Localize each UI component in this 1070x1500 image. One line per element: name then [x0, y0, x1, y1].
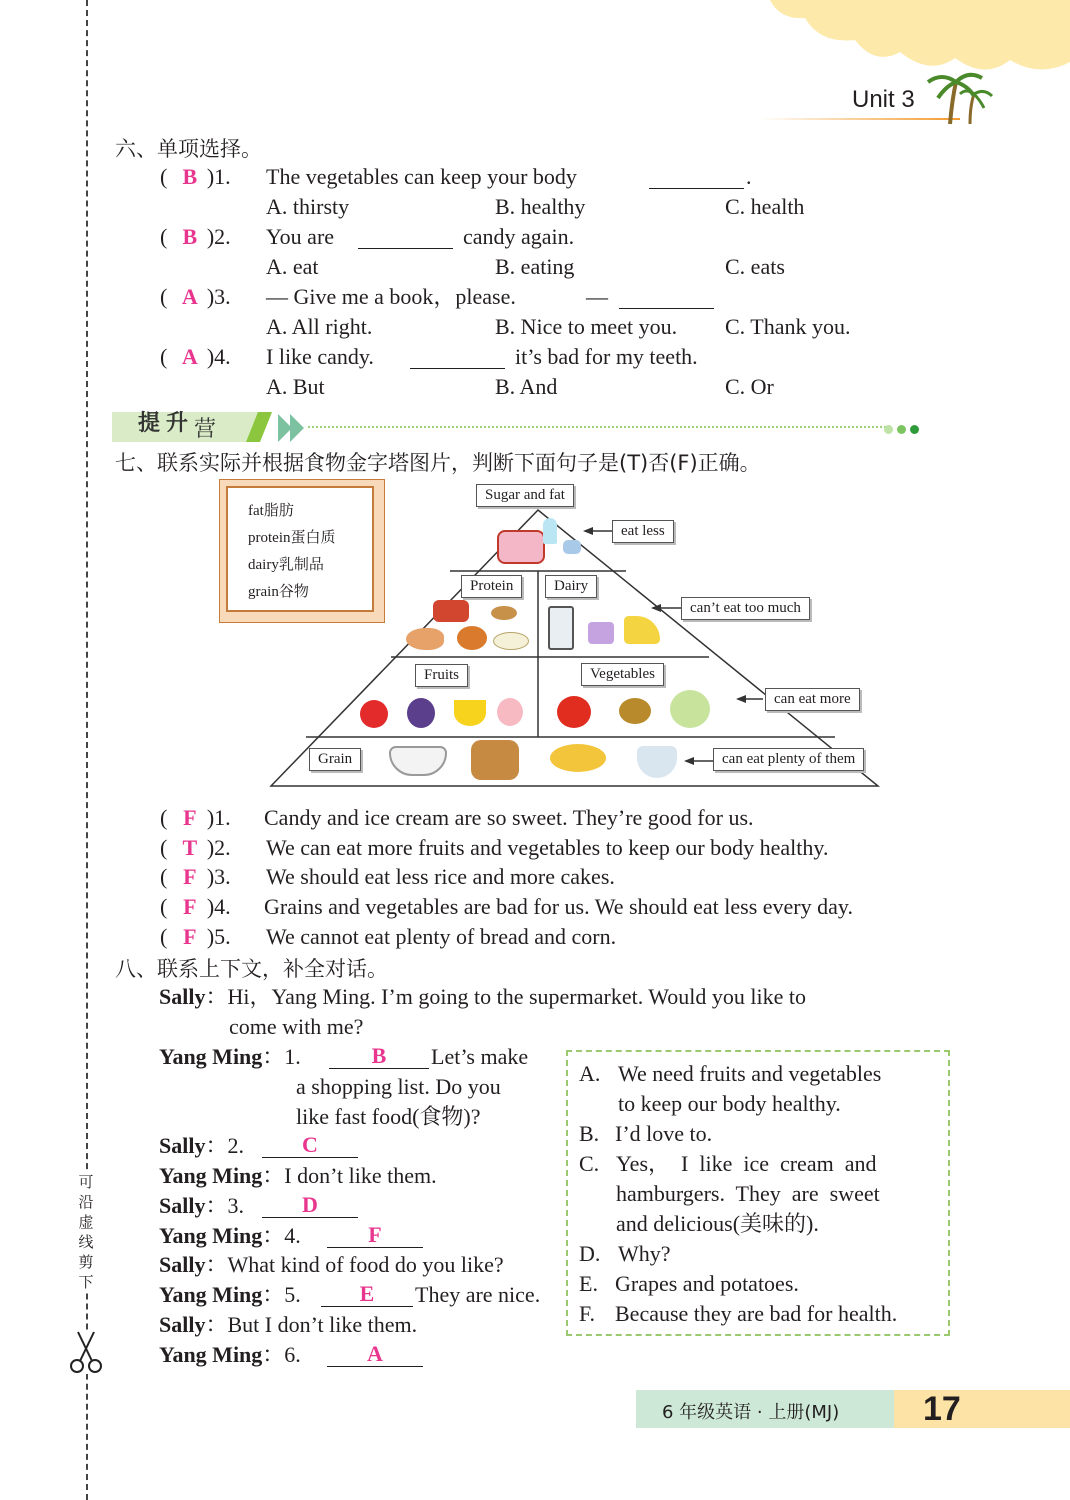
answer-blank: B	[329, 1044, 429, 1069]
option-a: A. But	[266, 374, 325, 399]
cut-text: 可 沿 虚 线 剪 下	[74, 1172, 98, 1292]
banner-char: 提	[138, 411, 167, 436]
answer-blank: E	[321, 1282, 413, 1307]
answer: A	[181, 284, 198, 309]
label-protein: Protein	[461, 575, 522, 598]
speaker: Sally	[159, 1133, 206, 1158]
note-can-eat-plenty: can eat plenty of them	[713, 748, 864, 771]
answer-blank	[358, 224, 453, 249]
cake-icon	[497, 530, 545, 564]
answer-blank	[649, 164, 744, 189]
legend-item: fat脂肪	[248, 503, 294, 519]
qnum: ：5.	[262, 1282, 301, 1307]
legend-item: dairy乳制品	[248, 557, 324, 573]
option-a: A. All right.	[266, 314, 373, 339]
candy-icon	[563, 540, 581, 554]
dialog-text: ：But I don’t like them.	[205, 1312, 418, 1337]
qnum: )5.	[206, 924, 231, 949]
speaker: Yang Ming	[159, 1044, 263, 1069]
q7-3: ( F )3. We should eat less rice and more cakes.	[160, 862, 231, 892]
nuts-icon	[491, 606, 517, 620]
q6-1-options	[266, 192, 805, 222]
option-c: C. Thank you.	[725, 314, 851, 339]
ice-cream-icon	[543, 518, 557, 544]
statement: We should eat less rice and more cakes.	[266, 864, 615, 889]
cabbage-icon	[670, 690, 710, 728]
banner-dots	[884, 421, 919, 439]
dialog-q1b: a shopping list. Do you	[296, 1074, 501, 1099]
note-cant-eat-too-much: can’t eat too much	[681, 597, 810, 620]
answer: F	[183, 864, 197, 889]
dialog-q4	[159, 1221, 382, 1251]
option-item: F. Because they are bad for health.	[579, 1301, 898, 1326]
dialog-q3	[159, 1191, 318, 1221]
dialog-q5	[159, 1280, 541, 1310]
corn-icon	[550, 744, 606, 772]
yogurt-icon	[588, 622, 614, 644]
option-item: C. Yes， I like ice cream and	[579, 1151, 877, 1176]
answer-blank	[619, 284, 714, 309]
option-item: and delicious(美味的).	[616, 1211, 819, 1236]
dialog-line-1	[159, 982, 806, 1012]
q7-1: ( F )1. Candy and ice cream are so sweet. They’re good for us.	[160, 803, 231, 833]
q6-4-options	[266, 372, 774, 402]
q6-4: ( A )4. I like candy. it’s bad for my teeth.	[160, 342, 231, 372]
label-vegetables: Vegetables	[581, 663, 664, 686]
option-item: A. We need fruits and vegetables	[579, 1061, 882, 1086]
qnum: ：3.	[205, 1193, 244, 1218]
option-item: hamburgers. They are sweet	[616, 1181, 880, 1206]
qnum: )4.	[206, 894, 231, 919]
q6-2: ( B )2. You are candy again.	[160, 222, 231, 252]
banner-char: 营	[194, 417, 223, 442]
bread-icon	[471, 740, 519, 780]
speaker: Yang Ming	[159, 1282, 263, 1307]
stem: I like candy.	[266, 344, 374, 369]
dialog-text: They are nice.	[415, 1282, 541, 1307]
answer: F	[183, 894, 197, 919]
dialog-text: ：What kind of food do you like?	[205, 1252, 504, 1277]
q7-5: ( F )5. We cannot eat plenty of bread and corn.	[160, 922, 231, 952]
potato-icon	[619, 698, 651, 724]
qnum: ：4.	[262, 1223, 301, 1248]
q7-4: ( F )4. Grains and vegetables are bad for us. We should eat less every day.	[160, 892, 231, 922]
dialog-text: ：Hi，Yang Ming. I’m going to the supermarket. Would you like to	[205, 984, 807, 1009]
grapes-icon	[407, 698, 435, 728]
fish-icon	[406, 628, 444, 650]
answer-blank	[410, 344, 505, 369]
answer-blank: D	[262, 1193, 358, 1218]
answer: A	[181, 344, 198, 369]
note-can-eat-more: can eat more	[765, 688, 860, 711]
dialog-q6	[159, 1340, 383, 1370]
answer: B	[182, 164, 198, 189]
option-item: E. Grapes and potatoes.	[579, 1271, 799, 1296]
option-b: B. Nice to meet you.	[495, 314, 678, 339]
label-dairy: Dairy	[545, 575, 597, 598]
qnum: )3.	[206, 864, 231, 889]
page-number: 17	[923, 1390, 961, 1428]
answer: F	[183, 805, 197, 830]
statement: We cannot eat plenty of bread and corn.	[266, 924, 617, 949]
statement: Grains and vegetables are bad for us. We should eat less every day.	[264, 894, 853, 919]
option-item: to keep our body healthy.	[618, 1091, 841, 1116]
answer: B	[182, 224, 198, 249]
qnum: )4.	[206, 344, 231, 369]
dialog-line-kind	[159, 1250, 504, 1280]
stem-end: it’s bad for my teeth.	[515, 344, 698, 369]
stem-end: —	[586, 284, 608, 309]
dialog-q2	[159, 1131, 318, 1161]
option-item: B. I’d love to.	[579, 1121, 713, 1146]
milk-icon	[548, 606, 574, 650]
speaker: Sally	[159, 1312, 206, 1337]
dialog-q1c: like fast food(食物)?	[296, 1104, 481, 1129]
option-a: A. thirsty	[266, 194, 350, 219]
q6-2-options	[266, 252, 785, 282]
answer: F	[183, 924, 197, 949]
qnum: ：1.	[262, 1044, 301, 1069]
qnum: )2.	[206, 835, 231, 860]
cloud-decoration	[770, 0, 1070, 80]
answer-blank: F	[327, 1223, 423, 1248]
option-b: B. eating	[495, 254, 575, 279]
statement: We can eat more fruits and vegetables to keep our body healthy.	[266, 835, 829, 860]
option-c: C. eats	[725, 254, 785, 279]
option-c: C. Or	[725, 374, 774, 399]
legend-item: grain谷物	[248, 584, 309, 600]
q6-3-options	[266, 312, 851, 342]
label-fruits: Fruits	[415, 664, 468, 687]
note-eat-less: eat less	[612, 520, 674, 543]
banana-icon	[454, 700, 486, 726]
option-b: B. healthy	[495, 194, 586, 219]
stem: The vegetables can keep your body	[266, 164, 577, 189]
stem-end: candy again.	[463, 224, 575, 249]
label-grain: Grain	[309, 748, 361, 771]
qnum: ：2.	[205, 1133, 244, 1158]
speaker: Sally	[159, 984, 206, 1009]
banner-title	[138, 406, 223, 442]
q7-2: ( T )2. We can eat more fruits and vegetables to keep our body healthy.	[160, 833, 231, 863]
dialog-text: ：I don’t like them.	[262, 1163, 437, 1188]
dialog-text: Let’s make	[431, 1044, 529, 1069]
stem-end: .	[746, 164, 752, 189]
option-item: D. Why?	[579, 1241, 671, 1266]
option-b: B. And	[495, 374, 558, 399]
dialog-line-but	[159, 1310, 417, 1340]
section7-title: 七、联系实际并根据食物金字塔图片，判断下面句子是(T)否(F)正确。	[115, 451, 761, 475]
qnum: )2.	[206, 224, 231, 249]
dialog-q1	[159, 1042, 529, 1072]
footer-book-title: 6 年级英语 · 上册(MJ)	[662, 1402, 840, 1423]
speaker: Sally	[159, 1193, 206, 1218]
legend-item: protein蛋白质	[248, 530, 336, 546]
answer-blank: C	[262, 1133, 358, 1158]
dialog-line-dont	[159, 1161, 437, 1191]
chicken-icon	[457, 626, 487, 650]
speaker: Yang Ming	[159, 1342, 263, 1367]
speaker: Sally	[159, 1252, 206, 1277]
section8-title: 八、联系上下文，补全对话。	[115, 957, 388, 981]
answer: T	[182, 835, 198, 860]
q6-3: ( A )3. — Give me a book，please. —	[160, 282, 231, 312]
speaker: Yang Ming	[159, 1223, 263, 1248]
egg-icon	[493, 632, 529, 650]
meat-icon	[433, 600, 469, 622]
qnum: )1.	[206, 164, 231, 189]
q6-1: ( B )1. The vegetables can keep your body .	[160, 162, 231, 192]
option-a: A. eat	[266, 254, 319, 279]
section6-title: 六、单项选择。	[115, 137, 262, 161]
dialog-line-1b: come with me?	[229, 1014, 364, 1039]
unit-title: Unit 3	[852, 86, 915, 113]
option-c: C. health	[725, 194, 805, 219]
label-sugar-fat: Sugar and fat	[476, 484, 574, 507]
options-list	[579, 1059, 943, 1329]
peach-icon	[497, 698, 523, 726]
banner-char: 升	[166, 411, 195, 436]
apple-icon	[360, 700, 388, 728]
answer-blank: A	[327, 1342, 423, 1367]
scissors-icon	[68, 1330, 104, 1374]
qnum: ：6.	[262, 1342, 301, 1367]
qnum: )1.	[206, 805, 231, 830]
palm-tree-icon	[922, 70, 994, 126]
tomato-icon	[557, 696, 591, 728]
footer-page-bar	[894, 1390, 1070, 1428]
stem: — Give me a book，please.	[266, 284, 516, 309]
banner-dotted-line	[308, 426, 890, 428]
qnum: )3.	[206, 284, 231, 309]
stem: You are	[266, 224, 335, 249]
speaker: Yang Ming	[159, 1163, 263, 1188]
statement: Candy and ice cream are so sweet. They’re good for us.	[264, 805, 754, 830]
